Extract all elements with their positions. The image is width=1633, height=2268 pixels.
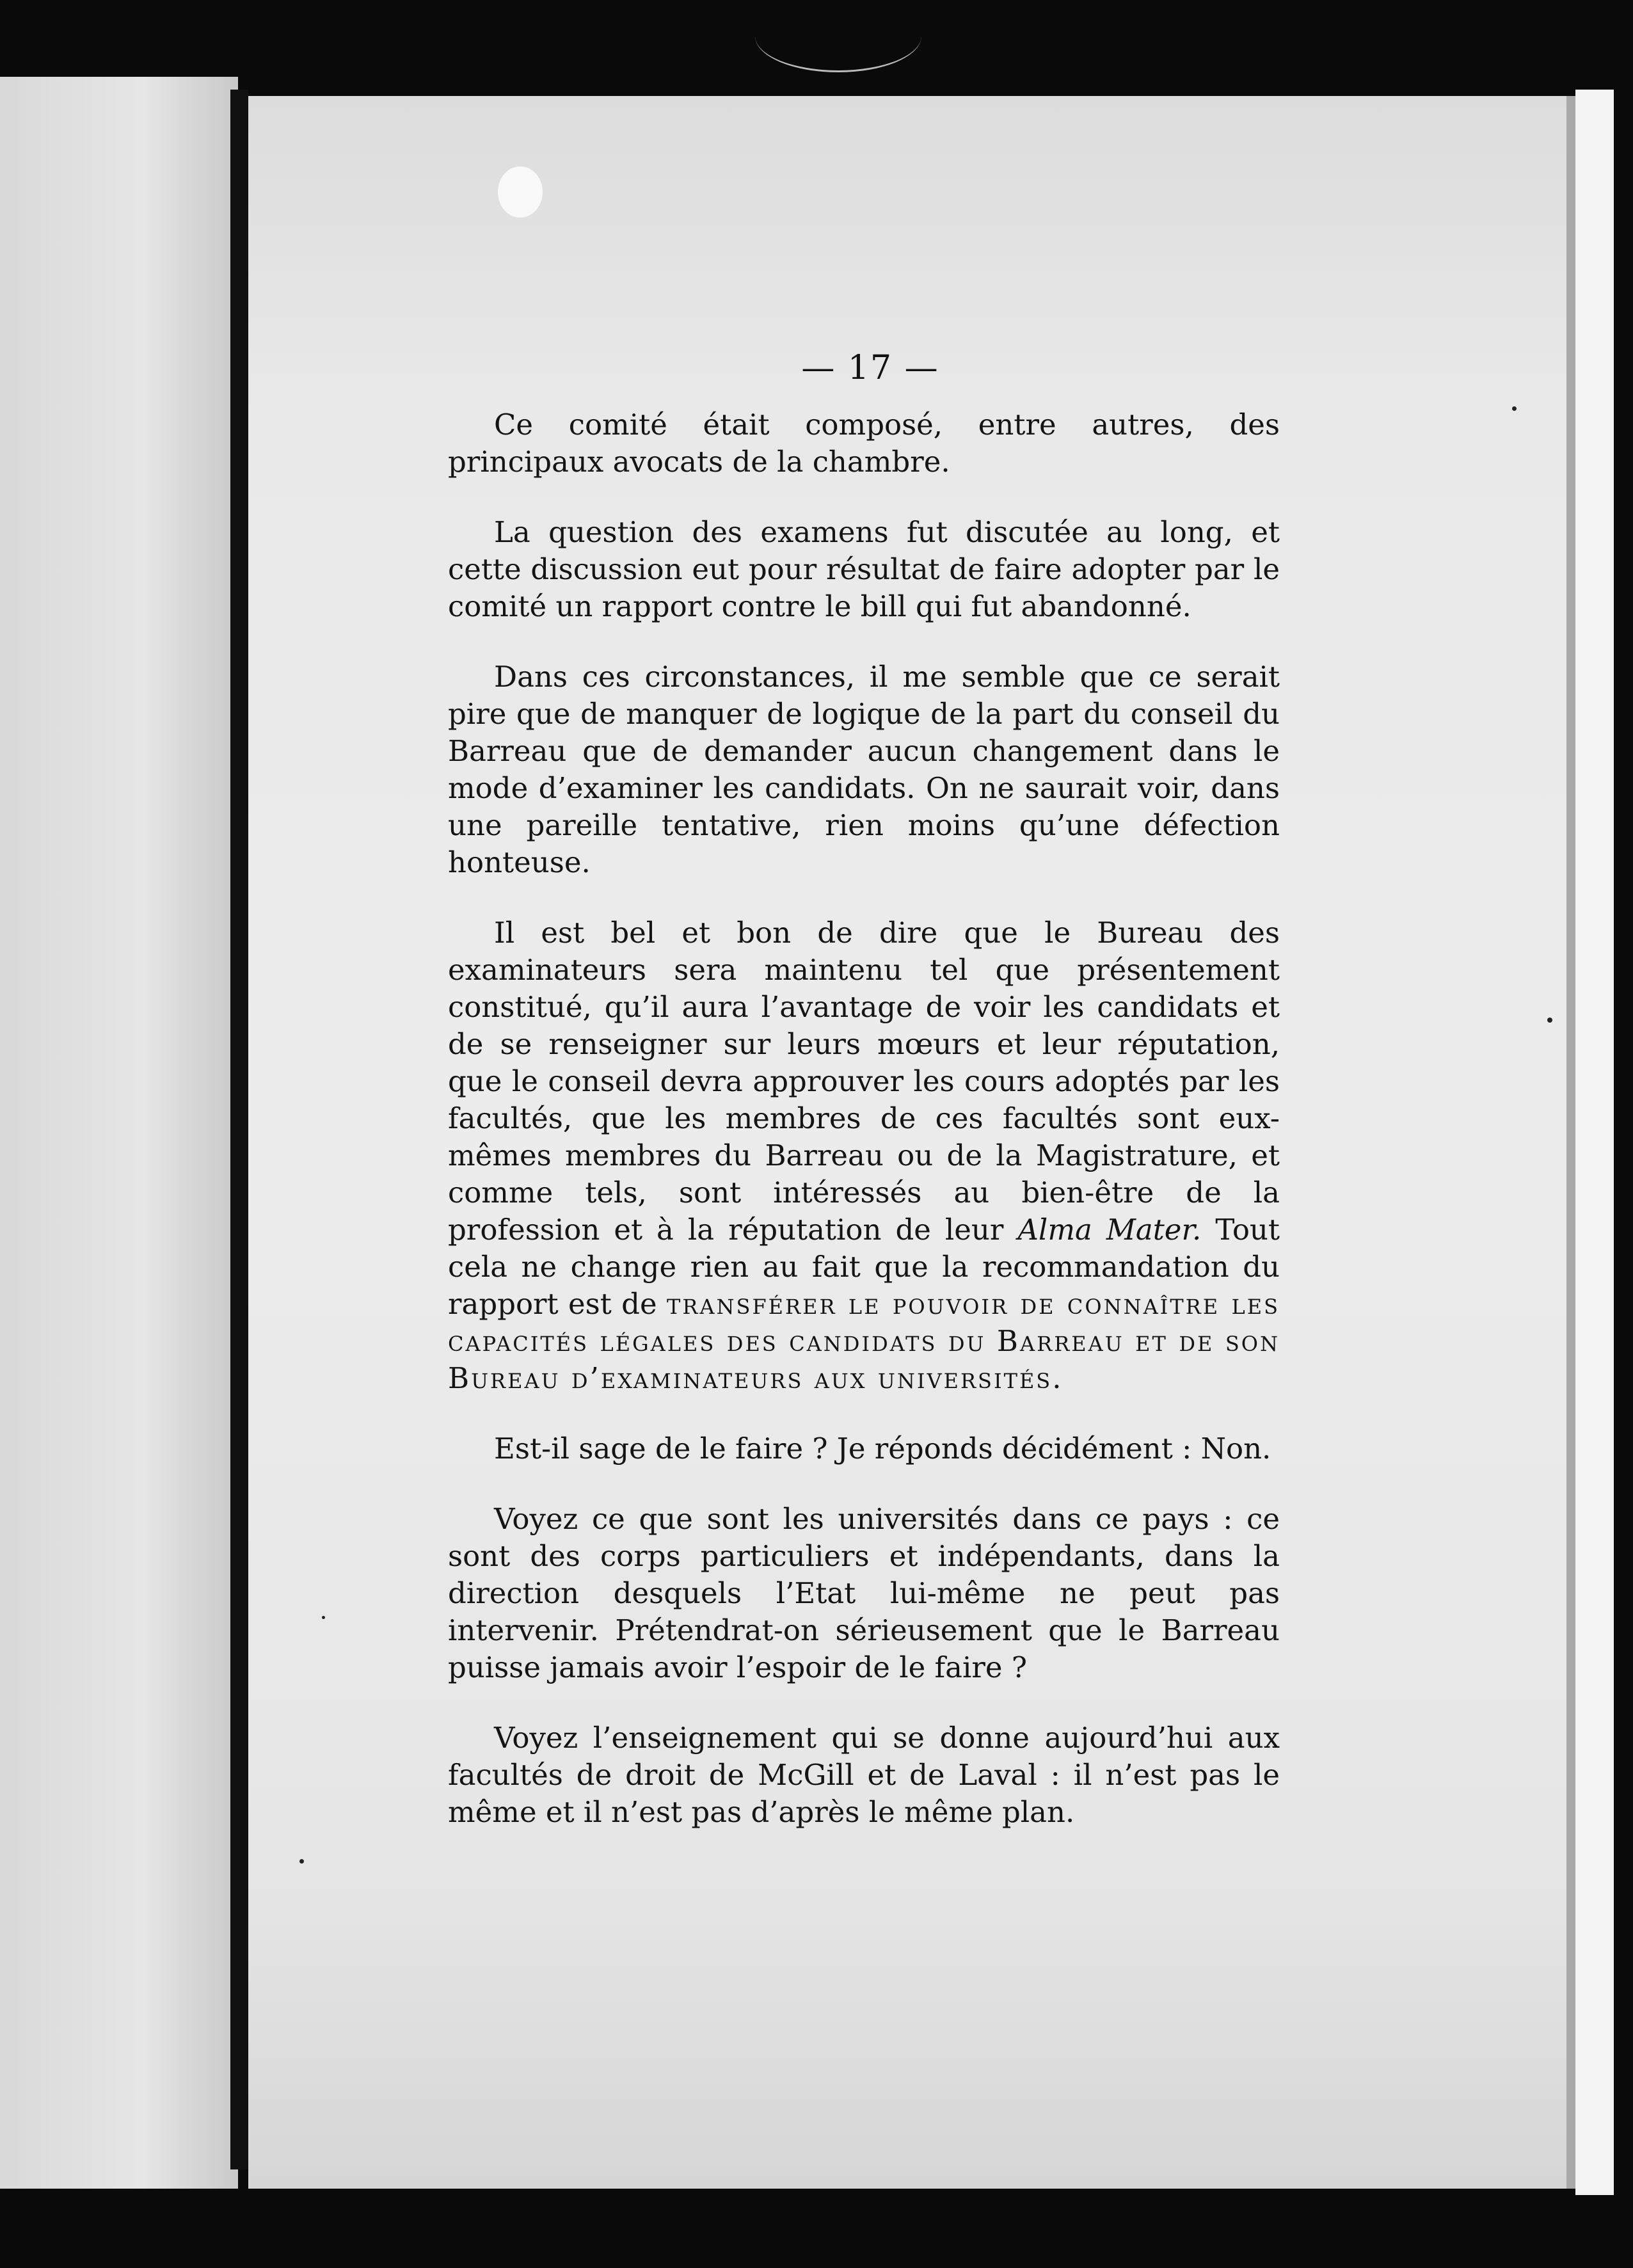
body-text (448, 406, 1280, 1864)
right-page-edge (1575, 90, 1614, 2195)
scan-artifact-curve (755, 0, 921, 72)
paragraph-4-text-b: Tout cela ne change rien au fait que la recommandation du rapport est de (448, 1213, 1280, 1321)
paper-dot (1512, 406, 1517, 411)
paragraph-7: Voyez l’enseignement qui se donne aujourd’hui aux facultés de droit de McGill et de Laval : il n’est pas le même et il n’est pas d’après le même plan. (448, 1721, 1280, 1829)
paragraph-4 (448, 914, 1280, 1397)
paragraph-1: Ce comité était composé, entre autres, des principaux avocats de la chambre. (448, 408, 1280, 479)
paragraph-6: Voyez ce que sont les universités dans ce pays : ce sont des corps particuliers et indépendants, dans la direction desquels l’Etat lui-même ne peut pas intervenir. Prétendrat-on sérieusement que le Barreau puisse jamais avoir l’espoir de le faire ? (448, 1502, 1280, 1684)
paragraph-3: Dans ces circonstances, il me semble que ce serait pire que de manquer de logique de la part du conseil du Barreau que de demander aucun changement dans le mode d’examiner les candidats. On ne saurait voir, dans une pareille tentative, rien moins qu’une défection honteuse. (448, 660, 1280, 879)
paragraph-2: La question des examens fut discutée au long, et cette discussion eut pour résultat de faire adopter par le comité un rapport contre le bill qui fut abandonné. (448, 515, 1280, 623)
paper-dot (322, 1616, 325, 1619)
page-number: — 17 — (801, 349, 939, 387)
book-spine (230, 90, 248, 2169)
alma-mater-italic: Alma Mater. (1017, 1213, 1202, 1247)
paper-speck (498, 166, 543, 218)
small-caps-passage: transférer le pouvoir de connaître les capacités légales des candidats du Barreau et de son Bureau d’examinateurs aux universités. (448, 1287, 1280, 1395)
paragraph-5: Est-il sage de le faire ? Je réponds décidément : Non. (494, 1432, 1271, 1465)
paper-dot (1547, 1018, 1552, 1023)
paper-dot (299, 1859, 304, 1864)
paragraph-4-text-a: Il est bel et bon de dire que le Bureau des examinateurs sera maintenu tel que présentement constitué, qu’il aura l’avantage de voir les candidats et de se renseigner sur leurs mœurs et leur réputation, que le conseil devra approuver les cours adoptés par les facultés, que les membres de ces facultés sont eux-mêmes membres du Barreau ou de la Magistrature, et comme tels, sont intéressés au bien-être de la profession et à la réputation de leur (448, 916, 1280, 1247)
left-page-edge (0, 77, 238, 2189)
